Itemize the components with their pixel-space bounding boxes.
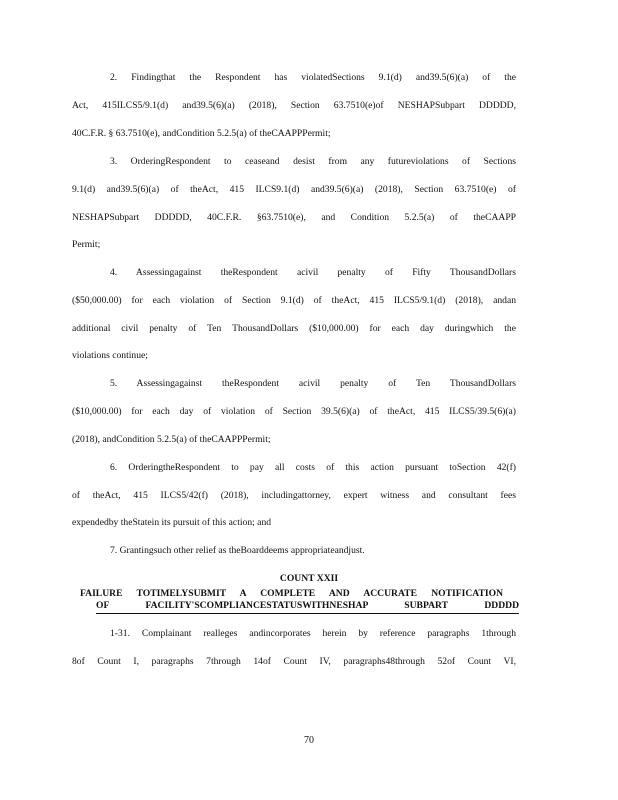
text-line: 7. Grantingsuch other relief as theBoarddeems appropriateandjust.	[110, 545, 365, 556]
text-line: expendedby theStatein its pursuit of this action; and	[72, 517, 272, 528]
text-line: Permit;	[72, 239, 101, 250]
count-heading-line-2: OF FACILITY'SCOMPLIANCESTATUSWITHNESHAP SUBPART DDDDD	[96, 600, 519, 614]
text-line: 40C.F.R. § 63.7510(e), andCondition 5.2.5(a) of theCAAPPPermit;	[72, 128, 331, 139]
text-line: 5. Assessingagainst theRespondent acivil penalty of Ten ThousandDollars	[110, 378, 516, 389]
count-title: COUNT XXII	[279, 573, 339, 584]
text-line: 8of Count I, paragraphs 7through 14of Count IV, paragraphs48through 52of Count VI,	[72, 656, 516, 667]
text-line: NESHAPSubpart DDDDD, 40C.F.R. §63.7510(e), and Condition 5.2.5(a) of theCAAPP	[72, 212, 516, 223]
text-line: ($50,000.00) for each violation of Section 9.1(d) of theAct, 415 ILCS5/9.1(d) (2018), andan	[72, 295, 516, 306]
text-line: 3. OrderingRespondent to ceaseand desist from any futureviolations of Sections	[110, 156, 516, 167]
text-line: 2. Findingthat the Respondent has violatedSections 9.1(d) and39.5(6)(a) of the	[110, 72, 516, 83]
text-line: (2018), andCondition 5.2.5(a) of theCAAPPPermit;	[72, 434, 271, 445]
text-line: 4. Assessingagainst theRespondent acivil penalty of Fifty ThousandDollars	[110, 267, 516, 278]
text-line: 9.1(d) and39.5(6)(a) of theAct, 415 ILCS9.1(d) and39.5(6)(a) (2018), Section 63.7510(e) of	[72, 184, 516, 195]
text-line: violations continue;	[72, 350, 148, 361]
count-heading-line-1: FAILURE TOTIMELYSUBMIT A COMPLETE AND ACCURATE NOTIFICATION	[80, 588, 503, 599]
text-line: of theAct, 415 ILCS5/42(f) (2018), includingattorney, expert witness and consultant fees	[72, 490, 516, 501]
page-number: 70	[304, 735, 314, 746]
text-line: 6. OrderingtheRespondent to pay all costs of this action pursuant toSection 42(f)	[110, 462, 516, 473]
text-line: ($10,000.00) for each day of violation of Section 39.5(6)(a) of theAct, 415 ILCS5/39.5(6)(a)	[72, 406, 516, 417]
text-line: Act, 415ILCS5/9.1(d) and39.5(6)(a) (2018), Section 63.7510(e)of NESHAPSubpart DDDDD,	[72, 100, 516, 111]
text-line: 1-31. Complainant realleges andincorporates herein by reference paragraphs 1through	[110, 628, 516, 639]
text-line: additional civil penalty of Ten ThousandDollars ($10,000.00) for each day duringwhich the	[72, 323, 516, 334]
